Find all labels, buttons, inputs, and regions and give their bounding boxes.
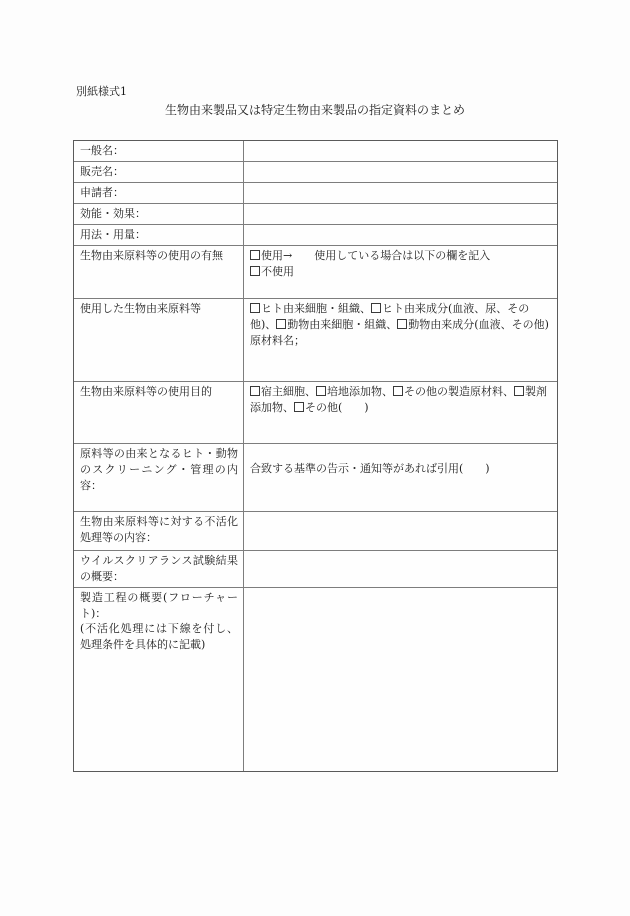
row-value-text: ヒト由来成分(血液、尿、その他)、: [250, 301, 530, 331]
row-label-line: 生物由来原料等の使用の有無: [80, 248, 223, 262]
row-label-line: 用法・用量：: [80, 227, 146, 241]
row-value-line: [250, 301, 551, 333]
row-label-line: 一般名：: [80, 144, 124, 157]
row-value-line: [250, 248, 551, 264]
page-title: 生物由来製品又は特定生物由来製品の指定資料のまとめ: [164, 103, 465, 117]
row-label: [74, 246, 244, 298]
row-value-text: その他( ): [305, 400, 369, 414]
table-row-inactivation-treatment: [74, 511, 557, 550]
row-label-line: 生物由来原料等に対する不活化処理等の内容：: [80, 514, 238, 544]
row-value-text: その他の製造原材料、: [404, 384, 514, 398]
row-value: [244, 225, 557, 245]
row-label: [74, 382, 244, 443]
table-row-brand-name: [74, 161, 557, 182]
row-value-text: 原材料名；: [250, 333, 305, 347]
row-label-line: 販売名：: [80, 164, 124, 178]
row-value: [244, 162, 557, 182]
table-row-screening-management: [74, 443, 557, 511]
row-value-text: 不使用: [261, 264, 294, 278]
row-value-text: 宿主細胞、: [261, 384, 316, 398]
row-label-line: (不活化処理には下線を付し、処理条件を具体的に記載): [80, 622, 238, 652]
row-value: [244, 382, 557, 443]
table-row-efficacy-effect: [74, 203, 557, 224]
table-row-manufacturing-process-outline: [74, 587, 557, 771]
row-value-line: [250, 264, 551, 280]
row-label-line: 生物由来原料等の使用目的: [80, 384, 212, 398]
checkbox-icon: [250, 250, 260, 260]
row-value-text: 動物由来細胞・組織、: [287, 317, 398, 331]
checkbox-icon: [250, 386, 260, 396]
checkbox-icon: [250, 266, 260, 276]
row-label: [74, 183, 244, 203]
row-label: [74, 225, 244, 245]
row-value-text: 動物由来成分(血液、その他): [408, 317, 549, 331]
row-value: [244, 141, 557, 161]
row-value-text: 使用→ 使用している場合は以下の欄を記入: [261, 248, 491, 262]
table-row-dosage-administration: [74, 224, 557, 245]
row-value-line: [250, 384, 551, 416]
table-row-general-name: [74, 141, 557, 161]
row-value-text: 培地添加物、: [327, 384, 393, 398]
checkbox-icon: [397, 319, 407, 329]
table-row-bio-material-use-presence: [74, 245, 557, 298]
row-value: [244, 183, 557, 203]
row-label: [74, 444, 244, 511]
checkbox-icon: [371, 303, 381, 313]
table-row-viral-clearance-summary: [74, 550, 557, 587]
row-label: [74, 299, 244, 381]
form-code: 別紙様式1: [76, 85, 127, 98]
row-label: [74, 141, 244, 161]
row-label-line: 使用した生物由来原料等: [80, 301, 201, 315]
table-row-purpose-of-use: [74, 381, 557, 443]
row-value-line: [250, 333, 551, 349]
row-label: [74, 162, 244, 182]
row-value-text: 合致する基準の告示・通知等があれば引用( ): [250, 461, 490, 475]
checkbox-icon: [294, 402, 304, 412]
row-label-line: 製造工程の概要(フローチャート)：: [80, 590, 238, 620]
row-value-text: ヒト由来細胞・組織、: [261, 301, 371, 315]
row-label-line: 原料等の由来となるヒト・動物のスクリーニング・管理の内容：: [80, 446, 238, 492]
row-value: [244, 512, 557, 550]
row-label: [74, 204, 244, 224]
checkbox-icon: [250, 303, 260, 313]
row-value-line: [250, 461, 551, 477]
checkbox-icon: [276, 319, 286, 329]
row-label: [74, 551, 244, 587]
row-label: [74, 512, 244, 550]
table-row-bio-materials-used: [74, 298, 557, 381]
row-value: [244, 588, 557, 771]
row-value: [244, 204, 557, 224]
row-value-text: 製剤添加物、: [250, 384, 547, 414]
row-value: [244, 299, 557, 381]
row-value: [244, 246, 557, 298]
row-label-line: 効能・効果：: [80, 206, 146, 220]
form-table: [73, 140, 558, 772]
checkbox-icon: [316, 386, 326, 396]
row-value: [244, 551, 557, 587]
row-label: [74, 588, 244, 771]
checkbox-icon: [514, 386, 524, 396]
row-label-line: ウイルスクリアランス試験結果の概要：: [80, 553, 238, 583]
table-row-applicant: [74, 182, 557, 203]
checkbox-icon: [393, 386, 403, 396]
row-label-line: 申請者：: [80, 185, 124, 199]
row-value: [244, 444, 557, 511]
